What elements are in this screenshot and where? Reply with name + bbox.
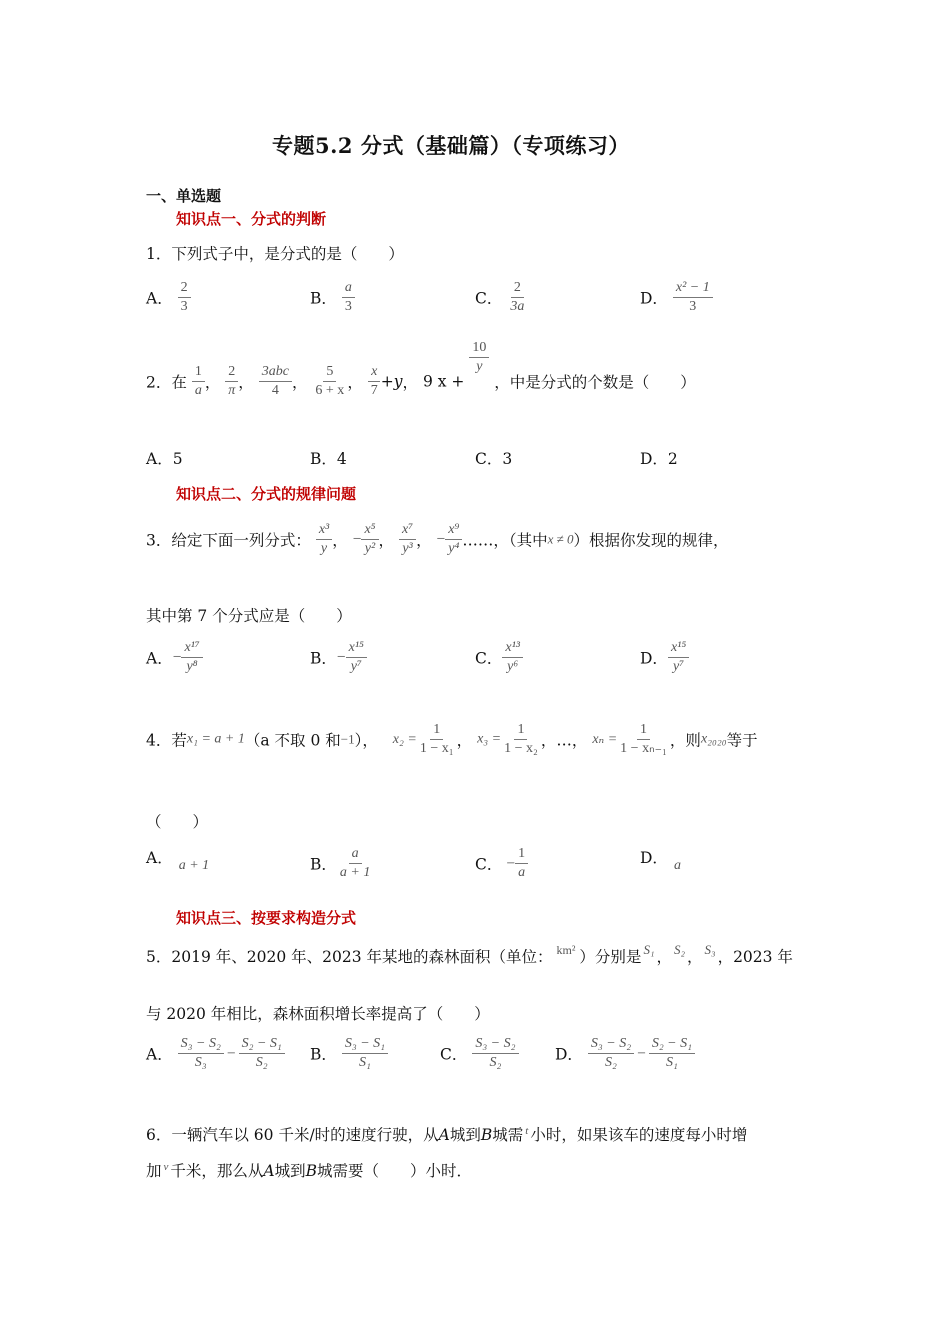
q3-term-1: $\frac{\text{x³}}{y}$ [316, 522, 332, 557]
q4-option-c-frac: $\frac{1}{a}$ [515, 846, 528, 881]
question-3-line-1: 3．给定下面一列分式： $\frac{\text{x³}}{y}$ ， − $\frac{\text{x⁵}}{\text{y²}}$ ， $\frac{\text{x⁷}}{\text{y³}}$ ， − $\frac{\text{x⁹}}{\text{y⁴}}$ ……，（其中x ≠ 0）根据你发现的规律， [146, 522, 729, 557]
q1-fraction-d: $\frac{\text{x² − 1}}{3}$ [673, 280, 713, 315]
q2-option-d[interactable]: D．2 [640, 450, 678, 468]
q3-option-d[interactable]: D． $\frac{\text{x¹⁵}}{\text{y⁷}}$ [640, 640, 689, 675]
q3-option-b-frac: $\frac{\text{x¹⁵}}{\text{y⁷}}$ [346, 640, 367, 675]
q3-term-3: $\frac{\text{x⁷}}{\text{y³}}$ [399, 522, 416, 557]
question-1-text: 1．下列式子中，是分式的是（ ） [146, 245, 404, 263]
question-2-line: 2．在 $\frac{1}{a}$ ， $\frac{2}{\pi}$ ， $\frac{\text{3abc}}{4}$ ， $\frac{5}{6 + x}$ ， $\frac{x}{7}$ +y， 9 x + $\frac{10}{y}$ ，中是分式的个数是（ ） [146, 340, 696, 399]
knowledge-point-3: 知识点三、按要求构造分式 [176, 909, 357, 927]
q4-xn-frac: $\frac{1}{\text{1 − xₙ₋₁}}$ [620, 722, 667, 757]
q2-frac-6: $\frac{10}{y}$ [469, 340, 489, 375]
question-3-line-2: 其中第 7 个分式应是（ ） [146, 607, 352, 625]
question-6-line-2: 加 $^v$ 千米，那么从A城到B城需要（ ）小时． [146, 1161, 473, 1180]
knowledge-point-1: 知识点一、分式的判断 [176, 210, 327, 228]
q2-frac-4: $\frac{5}{6 + x}$ [315, 364, 345, 399]
q5-option-b-frac: $\frac{\text{S₃ − S₁}}{\text{S₁}}$ [342, 1036, 388, 1071]
q2-frac-3: $\frac{\text{3abc}}{4}$ [259, 364, 292, 399]
section-heading: 一、单选题 [146, 187, 222, 205]
question-6-line-1: 6．一辆汽车以 60 千米/时的速度行驶，从A城到B城需 $^t$ 小时，如果该车的速度每小时增 [146, 1125, 748, 1144]
q1-option-b[interactable]: B． $\frac{a}{3}$ [310, 280, 355, 315]
q3-option-a[interactable]: A．− $\frac{\text{x¹⁷}}{\text{y⁸}}$ [146, 640, 203, 675]
q5-option-a-frac-2: $\frac{\text{S₂ − S₁}}{\text{S₂}}$ [239, 1036, 285, 1071]
q5-option-a-frac-1: $\frac{\text{S₃ − S₂}}{\text{S₃}}$ [178, 1036, 224, 1071]
q1-option-d[interactable]: D． $\frac{\text{x² − 1}}{3}$ [640, 280, 713, 315]
q2-option-c[interactable]: C．3 [475, 450, 513, 468]
q4-option-d[interactable]: D． a [640, 849, 681, 873]
q4-x3-frac: $\frac{1}{\text{1 − x₂}}$ [504, 722, 538, 757]
q1-option-a[interactable]: A． $\frac{2}{3}$ [146, 280, 191, 315]
q5-option-a[interactable]: A． $\frac{\text{S₃ − S₂}}{\text{S₃}}$ − $\frac{\text{S₂ − S₁}}{\text{S₂}}$ [146, 1036, 285, 1071]
q4-option-b[interactable]: B． $\frac{a}{a + 1}$ [310, 846, 373, 881]
q3-option-c-frac: $\frac{\text{x¹³}}{\text{y⁶}}$ [502, 640, 523, 675]
q3-term-4: $\frac{\text{x⁹}}{\text{y⁴}}$ [445, 522, 462, 557]
q3-term-2: $\frac{\text{x⁵}}{\text{y²}}$ [361, 522, 378, 557]
q3-option-b[interactable]: B．− $\frac{\text{x¹⁵}}{\text{y⁷}}$ [310, 640, 367, 675]
q5-option-c[interactable]: C． $\frac{\text{S₃ − S₂}}{\text{S₂}}$ [440, 1036, 519, 1071]
q2-frac-2: $\frac{2}{\pi}$ [225, 364, 238, 399]
knowledge-point-2: 知识点二、分式的规律问题 [176, 485, 357, 503]
q1-fraction-c: $\frac{2}{3a}$ [510, 280, 525, 315]
q5-option-b[interactable]: B． $\frac{\text{S₃ − S₁}}{\text{S₁}}$ [310, 1036, 388, 1071]
q2-option-a[interactable]: A．5 [146, 450, 183, 468]
q5-option-d-frac-1: $\frac{\text{S₃ − S₂}}{\text{S₂}}$ [588, 1036, 634, 1071]
q3-option-a-frac: $\frac{\text{x¹⁷}}{\text{y⁸}}$ [181, 640, 202, 675]
q5-option-c-frac: $\frac{\text{S₃ − S₂}}{\text{S₂}}$ [472, 1036, 518, 1071]
q3-option-d-frac: $\frac{\text{x¹⁵}}{\text{y⁷}}$ [668, 640, 689, 675]
q1-option-c[interactable]: C． $\frac{2}{3a}$ [475, 280, 527, 315]
q4-x2-frac: $\frac{1}{\text{1 − x₁}}$ [419, 722, 454, 757]
q4-option-b-frac: $\frac{a}{a + 1}$ [339, 846, 371, 881]
question-5-line-1: 5．2019 年、2020 年、2023 年某地的森林面积（单位： $^{km^2}$ ）分别是 $^{S_1}$ ， $^{S_2}$ ， $^{S_3}$ ，2023 年 [146, 942, 793, 966]
q3-option-c[interactable]: C． $\frac{\text{x¹³}}{\text{y⁶}}$ [475, 640, 523, 675]
q2-frac-5: $\frac{x}{7}$ [368, 364, 381, 399]
question-4-line-1: 4．若x₁ = a + 1（a 不取 0 和−1）， x₂ = $\frac{1}{\text{1 − x₁}}$ ， x₃ = $\frac{1}{\text{1 − x₂}}$ ，…， xₙ = $\frac{1}{\text{1 − xₙ₋₁}}$ ，则x₂₀₂₀等于 [146, 722, 758, 757]
q1-fraction-b: $\frac{a}{3}$ [342, 280, 355, 315]
question-5-line-2: 与 2020 年相比，森林面积增长率提高了（ ） [146, 1005, 490, 1023]
q2-option-b[interactable]: B．4 [310, 450, 347, 468]
q5-option-d[interactable]: D． $\frac{\text{S₃ − S₂}}{\text{S₂}}$ − $\frac{\text{S₂ − S₁}}{\text{S₁}}$ [555, 1036, 695, 1071]
question-4-paren: （ ） [146, 813, 209, 831]
q5-option-d-frac-2: $\frac{\text{S₂ − S₁}}{\text{S₁}}$ [649, 1036, 695, 1071]
q4-option-a[interactable]: A． a + 1 [146, 849, 210, 873]
q2-frac-1: $\frac{1}{a}$ [192, 364, 205, 399]
q4-option-c[interactable]: C． − $\frac{1}{a}$ [475, 846, 528, 881]
q1-fraction-a: $\frac{2}{3}$ [178, 280, 191, 315]
page-title: 专题5.2 分式（基础篇）（专项练习） [272, 133, 630, 158]
